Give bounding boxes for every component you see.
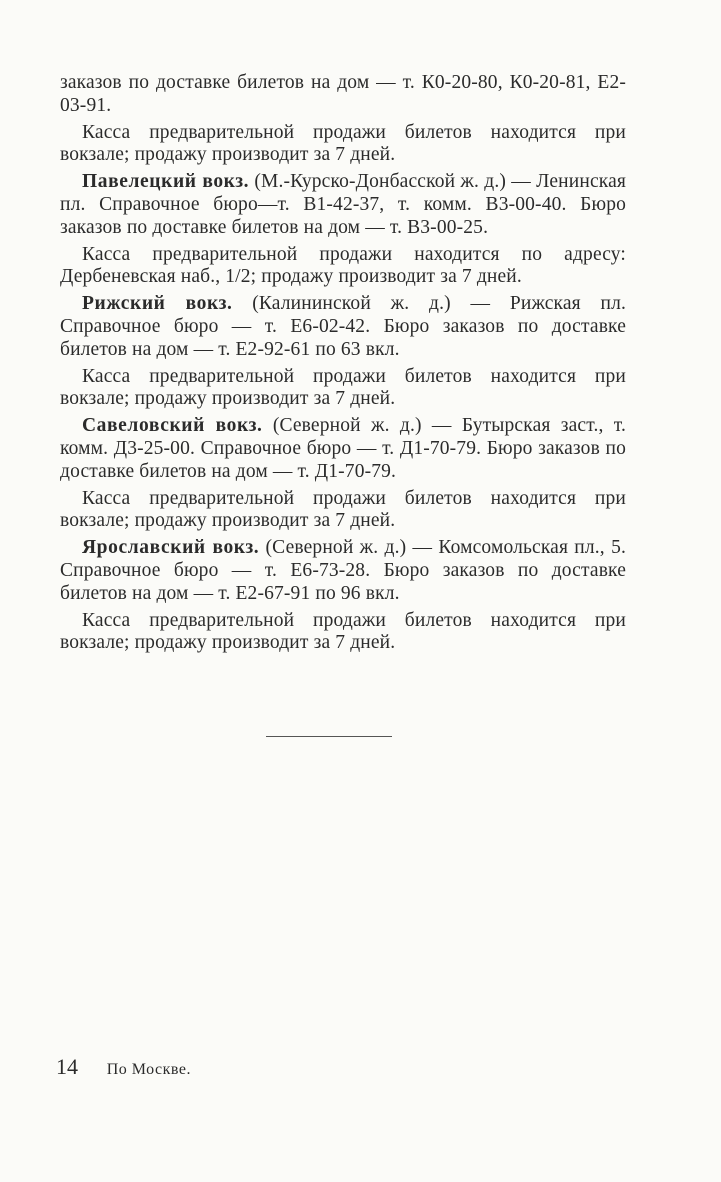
page-number: 14 [56,1054,78,1079]
station-name-paveletsky: Павелецкий вокз. [82,171,250,193]
paragraph-rizhsky [60,293,626,361]
paragraph-kursky-ticket-office: Касса предварительной продажи билетов находится при вокзале; продажу производит за 7 дней. [60,121,626,166]
station-info-yaroslavsky: (Северной ж. д.) — Комсомольская пл., 5. Справочное бюро — т. Е6-73-28. Бюро заказов по доставке билетов на дом — т. Е2-67-91 по 96 вкл. [60,537,626,604]
station-name-savelovsky: Савеловский вокз. [82,415,263,437]
running-title: По Москве. [106,1061,191,1078]
paragraph-continuation: заказов по доставке билетов на дом — т. К0-20-80, К0-20-81, Е2-03-91. [60,72,626,116]
paragraph-rizhsky-ticket-office: Касса предварительной продажи билетов находится при вокзале; продажу производит за 7 дней. [60,365,626,410]
page-text-block [60,72,626,655]
station-info-paveletsky: (М.-Курско-Донбасской ж. д.) — Ленинская пл. Справочное бюро—т. В1-42-37, т. комм. В3-00-40. Бюро заказов по доставке билетов на дом — т. В3-00-25. [60,171,626,238]
paragraph-paveletsky-ticket-office: Касса предварительной продажи находится по адресу: Дербеневская наб., 1/2; продажу производит за 7 дней. [60,243,626,288]
station-info-rizhsky: (Калининской ж. д.) — Рижская пл. Справочное бюро — т. Е6-02-42. Бюро заказов по доставке билетов на дом — т. Е2-92-61 по 63 вкл. [60,293,626,360]
paragraph-paveletsky [60,171,626,239]
paragraph-yaroslavsky-ticket-office: Касса предварительной продажи билетов находится при вокзале; продажу производит за 7 дней. [60,609,626,654]
paragraph-savelovsky-ticket-office: Касса предварительной продажи билетов находится при вокзале; продажу производит за 7 дней. [60,487,626,532]
section-divider-rule [266,736,392,737]
station-name-rizhsky: Рижский вокз. [82,293,233,315]
station-name-yaroslavsky: Ярославский вокз. [82,537,260,559]
paragraph-savelovsky [60,415,626,483]
station-info-savelovsky: (Северной ж. д.) — Бутырская заст., т. комм. Д3-25-00. Справочное бюро — т. Д1-70-79. Бюро заказов по доставке билетов на дом — т. Д1-70-79. [60,415,627,482]
paragraph-yaroslavsky [60,537,626,605]
page-footer [56,1054,191,1080]
